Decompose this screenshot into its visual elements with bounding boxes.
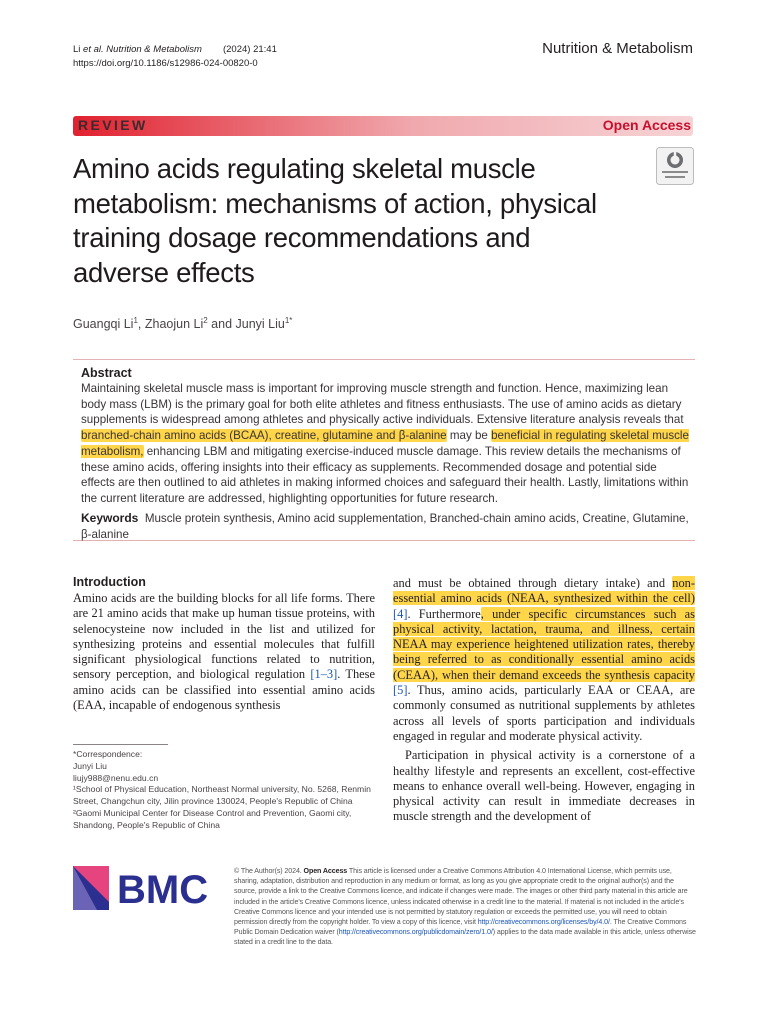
license-link[interactable]: http://creativecommons.org/publicdomain/zero/1.0/ [338, 928, 493, 937]
body-column-left [73, 591, 375, 713]
abstract-highlight: branched-chain amino acids (BCAA), creatine, glutamine and β-alanine [81, 429, 447, 443]
affiliation-mark: 1* [284, 316, 293, 325]
body-text: Amino acids are the building blocks for all life forms. There are 21 amino acids that make up human tissue proteins, with selenocysteine now included in the list and utilized for synthesizing proteins and essential molecules that fulfill significant physiological functions related to nutrition, sensory perception, and biological regulation [73, 591, 375, 682]
affiliation-mark: 1 [133, 316, 138, 325]
author-separator: , [137, 317, 145, 332]
affiliation-1: ¹School of Physical Education, Northeast Normal university, No. 5268, Renmin Street, Changchun city, Jilin province 130024, People's Republic of China [73, 784, 371, 807]
abstract-text-part: enhancing LBM and mitigating exercise-induced muscle damage. This review details the mechanisms of these amino acids, offering insights into their efficacy as supplements. Recommended dosage and potential side effects are then outlined to aid athletes in making informed choices and safeguard their health. Lastly, limitations within the current literature are addressed, highlighting opportunities for future research. [81, 444, 689, 505]
citation-year-volume: (2024) 21:41 [222, 44, 277, 55]
affiliation-2: ²Gaomi Municipal Center for Disease Control and Prevention, Gaomi city, Shandong, People's Republic of China [73, 807, 352, 830]
citation-journal: Nutrition & Metabolism [106, 44, 202, 55]
keywords [81, 511, 691, 542]
article-type-label: REVIEW [78, 117, 148, 133]
author-name[interactable]: Zhaojun Li [144, 317, 204, 332]
license-open-access: Open Access [303, 867, 348, 875]
footnotes [73, 749, 373, 832]
citation-link[interactable]: [5] [393, 683, 408, 698]
citation-etal: et al. [83, 44, 104, 55]
correspondence-email[interactable]: liujy988@nenu.edu.cn [73, 772, 159, 783]
license-link[interactable]: http://creativecommons.org/licenses/by/4.0/ [477, 918, 610, 927]
license-part: © The Author(s) 2024. [234, 867, 304, 875]
license-part: This article is licensed under a Creative Commons Attribution 4.0 International License, which permits use, sharing, adaptation, distribution and reproduction in any medium or format, as long as you give appropriate credit to the original author(s) and the source, provide a link to the Creative Commons licence, and indicate if changes were made. The images or other third party material in this article are included in the article's Creative Commons licence, unless indicated otherwise in a credit line to the material. If material is not included in the article's Creative Commons licence and your intended use is not permitted by statutory regulation or exceeds the permitted use, you will need to obtain permission directly from the copyright holder. To view a copy of this licence, visit [234, 867, 688, 927]
article-title: Amino acids regulating skeletal muscle metabolism: mechanisms of action, physical training dosage recommendations and adverse effects [73, 153, 597, 288]
body-text: . Furthermore [407, 606, 481, 621]
body-text: . Thus, amino acids, particularly EAA or CEAA, are commonly consumed as nutritional supplements by athletes across all levels of sports participation and individuals engaged in regular and moderate physical activity. [393, 683, 695, 743]
abstract-heading: Abstract [81, 366, 132, 380]
citation-link[interactable]: [4] [393, 606, 408, 621]
section-heading: Introduction [73, 575, 146, 589]
keywords-list: Muscle protein synthesis, Amino acid supplementation, Branched-chain amino acids, Creatine, Glutamine, β-alanine [81, 512, 689, 541]
paragraph: Participation in physical activity is a cornerstone of a healthy lifestyle and represents an excellent, cost-effective means to enhance overall well-being. However, engaging in physical activity can result in immediate decreases in muscle strength and the development of [393, 748, 695, 824]
body-text: and must be obtained through dietary intake) and [393, 576, 673, 590]
open-access-label: Open Access [602, 117, 691, 133]
license-text [234, 866, 696, 948]
license-part: . The Creative Commons Public Domain Dedication waiver ( [234, 918, 687, 937]
abstract-text [81, 381, 691, 507]
body-highlight: non-essential amino acids (NEAA, synthesized within the cell) [393, 576, 695, 606]
bmc-logo-text: BMC [117, 868, 209, 910]
article-type-band [73, 116, 693, 136]
footnote-divider [73, 744, 168, 745]
running-header-citation [73, 43, 277, 71]
journal-name: Nutrition & Metabolism [542, 40, 693, 57]
abstract-highlight: beneficial in regulating skeletal muscle metabolism, [81, 429, 689, 458]
citation-authors: Li [73, 44, 84, 55]
bmc-logo [73, 866, 218, 910]
author-name[interactable]: Junyi Liu [235, 317, 285, 332]
citation-link[interactable]: [1–3] [310, 667, 338, 682]
body-text: . These amino acids can be classified into essential amino acids (EAA, incapable of endogenous synthesis [73, 667, 375, 713]
author-name[interactable]: Guangqi Li [73, 317, 134, 332]
body-column-right [393, 576, 695, 825]
abstract-text-part: Maintaining skeletal muscle mass is important for improving muscle strength and function. Hence, maximizing lean body mass (LBM) is the primary goal for both elite athletes and fitness enthusiasts. The use of amino acids as dietary supplements is widespread among athletes and physically active individuals. Extensive literature analysis reveals that [81, 382, 684, 427]
paragraph [393, 576, 695, 744]
license-part: ) applies to the data made available in this article, unless otherwise stated in a credit line to the data. [234, 928, 696, 947]
correspondence-name: Junyi Liu [73, 760, 107, 771]
body-highlight: , under specific circumstances such as physical activity, lactation, trauma, and illness, certain NEAA may experience heightened utilization rates, thereby being referred to as conditionally essential amino acids (CEAA), when their demand exceeds the synthesis capacity [393, 606, 695, 682]
author-list [73, 316, 292, 331]
check-for-updates-icon[interactable] [656, 147, 694, 185]
affiliation-mark: 2 [203, 316, 208, 325]
abstract-text-part: may be [446, 429, 492, 443]
doi-link[interactable]: https://doi.org/10.1186/s12986-024-00820-0 [73, 58, 258, 69]
correspondence-label: *Correspondence: [73, 749, 143, 759]
author-separator: and [207, 317, 236, 332]
keywords-label: Keywords [81, 511, 139, 525]
